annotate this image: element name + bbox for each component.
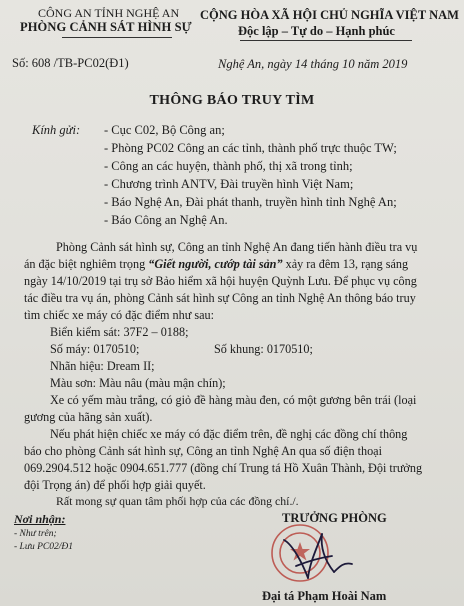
vehicle-brand: Nhãn hiệu: Dream II; <box>50 359 155 373</box>
body-paragraph-2-line: đội Trọng án) để phối hợp giải quyết. <box>24 478 206 492</box>
recipients-footer-item: - Lưu PC02/Đ1 <box>14 542 74 552</box>
vehicle-frame-number: Số khung: 0170510; <box>214 342 313 356</box>
motto-underline <box>240 40 412 41</box>
recipient-item: - Báo Công an Nghệ An. <box>104 213 228 227</box>
body-paragraph-2-line: báo cho phòng Cảnh sát hình sự, Công an tỉnh Nghệ An qua số điện thoại <box>24 444 382 458</box>
document-title: THÔNG BÁO TRUY TÌM <box>149 93 315 108</box>
agency-underline <box>62 37 172 38</box>
date-line: Nghệ An, ngày 14 tháng 10 năm 2019 <box>218 57 408 71</box>
body-paragraph-1-line: ngày 14/10/2019 tại trụ sở Bảo hiểm xã hội huyện Quỳnh Lưu. Để phục vụ công <box>24 274 417 288</box>
recipients-footer-label: Nơi nhận: <box>14 512 66 526</box>
vehicle-engine-number: Số máy: 0170510; <box>50 342 140 356</box>
body-paragraph-1-line: tác điều tra vụ án, phòng Cảnh sát hình sự Công an tỉnh Nghệ An thông báo truy <box>24 291 416 305</box>
recipient-item: - Chương trình ANTV, Đài truyền hình Việt Nam; <box>104 177 354 191</box>
vehicle-description: gương của hãng sản xuất). <box>24 410 153 424</box>
body-paragraph-1-line: Phòng Cảnh sát hình sự, Công an tỉnh Nghệ An đang tiến hành điều tra vụ <box>56 240 418 254</box>
body-text: án đặc biệt nghiêm trọng <box>24 257 149 271</box>
crime-name: “Giết người, cướp tài sản” <box>148 257 283 271</box>
signer-name: Đại tá Phạm Hoài Nam <box>262 589 387 603</box>
recipients-footer-item: - Như trên; <box>14 529 57 539</box>
agency-line-1: CÔNG AN TỈNH NGHỆ AN <box>38 6 180 20</box>
vehicle-plate: Biển kiểm sát: 37F2 – 0188; <box>50 325 189 339</box>
body-paragraph-1-line <box>24 257 408 272</box>
agency-line-2: PHÒNG CẢNH SÁT HÌNH SỰ <box>20 20 192 34</box>
official-seal-icon <box>262 522 358 584</box>
body-paragraph-2-line: 069.2904.512 hoặc 0904.651.777 (đồng chí Trung tá Hồ Xuân Thành, Đội trưởng <box>24 461 423 475</box>
recipient-item: - Báo Nghệ An, Đài phát thanh, truyền hình tỉnh Nghệ An; <box>104 195 397 209</box>
body-text: xảy ra đêm 13, rạng sáng <box>282 257 409 271</box>
body-paragraph-1-line: tìm chiếc xe máy có đặc điểm như sau: <box>24 308 215 322</box>
vehicle-color: Màu sơn: Màu nâu (màu mận chín); <box>50 376 226 390</box>
recipient-item: - Cục C02, Bộ Công an; <box>104 123 225 137</box>
document-number: Số: 608 /TB-PC02(Đ1) <box>12 56 129 70</box>
closing-line: Rất mong sự quan tâm phối hợp của các đồng chí./. <box>56 494 299 508</box>
national-motto: Độc lập – Tự do – Hạnh phúc <box>238 24 395 38</box>
recipient-item: - Công an các huyện, thành phố, thị xã trong tỉnh; <box>104 159 353 173</box>
signer-title: TRƯỞNG PHÒNG <box>282 511 387 525</box>
recipient-item: - Phòng PC02 Công an các tỉnh, thành phố trực thuộc TW; <box>104 141 397 155</box>
body-paragraph-2-line: Nếu phát hiện chiếc xe máy có đặc điểm trên, đề nghị các đồng chí thông <box>50 427 408 441</box>
recipients-label: Kính gửi: <box>32 123 81 137</box>
nation-title: CỘNG HÒA XÃ HỘI CHỦ NGHĨA VIỆT NAM <box>200 8 459 22</box>
vehicle-description: Xe có yếm màu trắng, có giỏ đề hàng màu đen, có một gương bên trái (loại <box>50 393 417 407</box>
